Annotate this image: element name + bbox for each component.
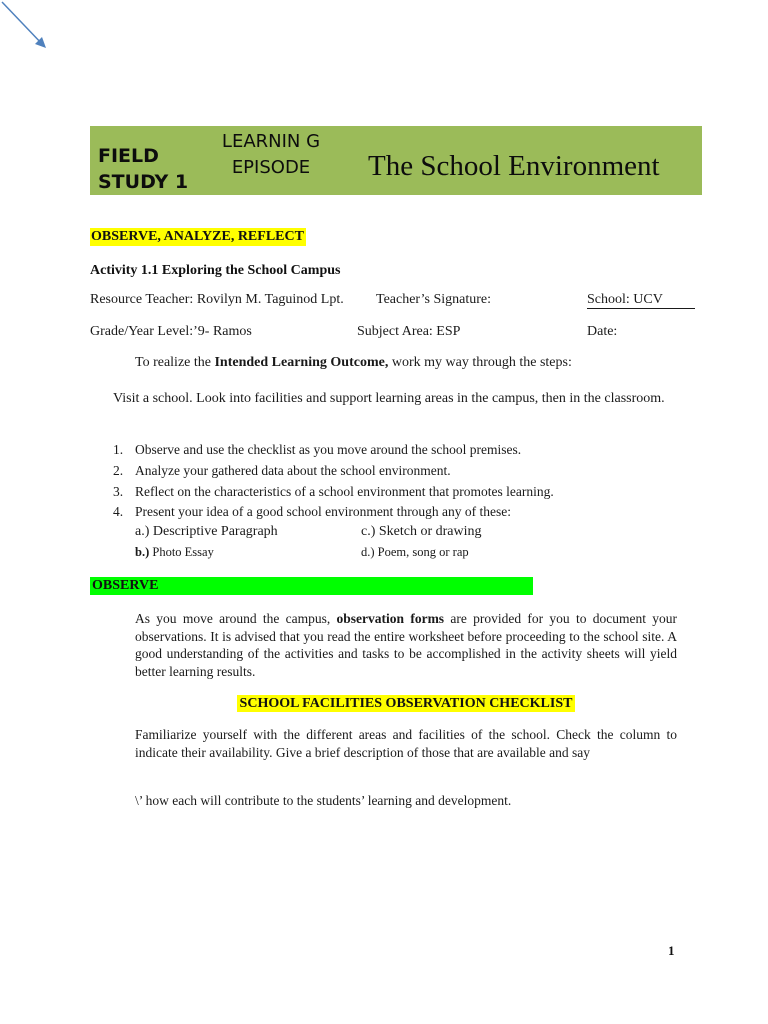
section-heading-observe: OBSERVE [92,578,159,593]
intro-prefix: To realize the [135,355,215,370]
subject-area-field: Subject Area: ESP [357,324,461,339]
page-title: The School Environment [368,150,660,182]
list-item [0,504,768,522]
list-item [0,463,768,481]
checklist-title: SCHOOL FACILITIES OBSERVATION CHECKLIST [237,695,576,712]
school-label: School: [587,292,630,307]
option-photo-essay [135,545,214,560]
step-text: Observe and use the checklist as you move around the school premises. [135,442,522,457]
observe-paragraph-prefix: As you move around the campus, [135,611,337,626]
step-text: Present your idea of a good school environment through any of these: [135,504,512,519]
observe-paragraph [135,610,677,680]
intro-suffix: work my way through the steps: [388,355,572,370]
step-number: 4. [113,504,124,519]
observe-paragraph-bold: observation forms [336,611,445,626]
date-field: Date: [587,324,618,339]
step-number: 3. [113,484,124,499]
option-photo-essay-label: b.) [135,545,150,559]
page-number: 1 [668,943,675,958]
arrow-down-right-icon [0,0,60,60]
teacher-signature-field: Teacher’s Signature: [376,292,491,307]
checklist-title-row [0,694,768,712]
option-photo-essay-text: Photo Essay [149,545,214,559]
grade-level-field: Grade/Year Level:’9- Ramos [90,324,252,339]
option-poem: d.) Poem, song or rap [361,545,469,559]
option-sketch: c.) Sketch or drawing [361,524,482,539]
learning-episode-label: LEARNIN G EPISODE [221,131,321,178]
field-study-label: FIELD STUDY 1 [98,145,189,193]
step-number: 1. [113,442,124,457]
visit-paragraph: Visit a school. Look into facilities and support learning areas in the campus, then in the classroom. [113,391,665,406]
step-number: 2. [113,463,124,478]
school-field [587,292,695,309]
school-value: UCV [633,292,663,307]
step-text: Reflect on the characteristics of a school environment that promotes learning. [135,484,554,499]
step-text: Analyze your gathered data about the school environment. [135,463,451,478]
how-line: \’ how each will contribute to the students’ learning and development. [135,793,512,808]
activity-title: Activity 1.1 Exploring the School Campus [90,263,341,278]
list-item [0,442,768,460]
intro-line [135,355,572,371]
option-descriptive-paragraph: a.) Descriptive Paragraph [135,524,278,539]
section-heading-observe-analyze-reflect: OBSERVE, ANALYZE, REFLECT [91,229,304,244]
familiarize-paragraph: Familiarize yourself with the different areas and facilities of the school. Check the column to indicate their availability. Give a brief description of those that are available and say [135,727,677,760]
resource-teacher-field: Resource Teacher: Rovilyn M. Taguinod Lpt. [90,292,344,307]
list-item [0,484,768,502]
observe-paragraph-suffix: are provided for you to document your observations. It is advised that you read the entire worksheet before proceeding to the school site. A good understanding of the activities and tasks to be accomplished in the activity sheets will yield better learning results. [135,611,677,679]
intro-bold: Intended Learning Outcome, [214,355,389,370]
